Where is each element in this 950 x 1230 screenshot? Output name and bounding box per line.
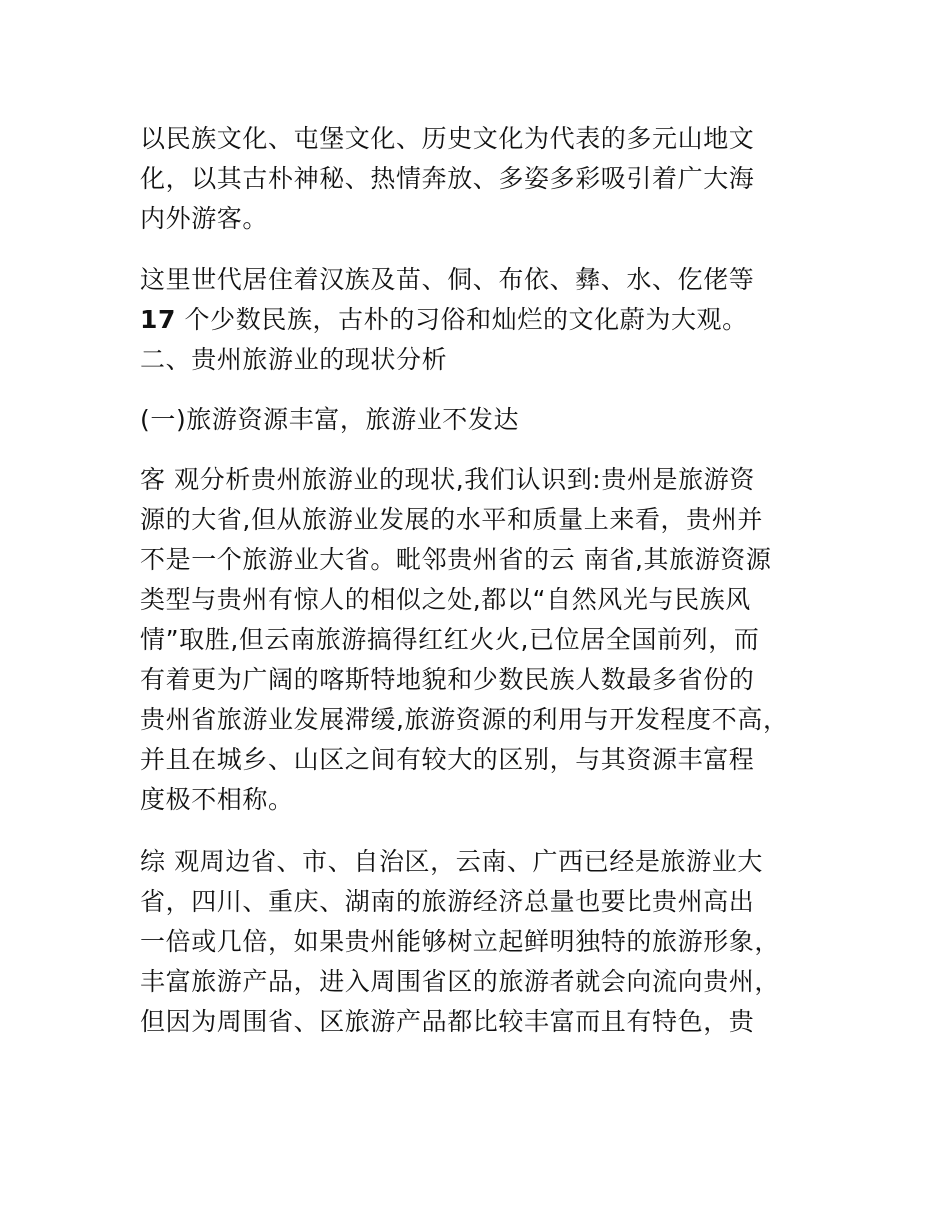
- paragraph-4-line-5: 情”取胜,但云南旅游搞得红红火火,已位居全国前列，而: [140, 625, 760, 654]
- paragraph-5-line-3: 一倍或几倍，如果贵州能够树立起鲜明独特的旅游形象，: [140, 927, 781, 956]
- paragraph-4-line-4: 类型与贵州有惊人的相似之处,都以“自然风光与民族风: [140, 585, 751, 614]
- paragraph-5-line-1: 综 观周边省、市、自治区，云南、广西已经是旅游业大: [140, 847, 763, 876]
- paragraph-4-line-6: 有着更为广阔的喀斯特地貌和少数民族人数最多省份的: [140, 665, 755, 694]
- section-heading: 二、贵州旅游业的现状分析: [140, 345, 448, 374]
- paragraph-1-line-3: 内外游客。: [140, 204, 269, 233]
- paragraph-4-line-3: 不是一个旅游业大省。毗邻贵州省的云 南省,其旅游资源: [140, 545, 772, 574]
- paragraph-5-line-4: 丰富旅游产品，进入周围省区的旅游者就会向流向贵州，: [140, 967, 781, 996]
- paragraph-5-line-5: 但因为周围省、区旅游产品都比较丰富而且有特色，贵: [140, 1007, 755, 1036]
- subsection-heading: (一)旅游资源丰富，旅游业不发达: [140, 405, 520, 434]
- paragraph-5-line-2: 省，四川、重庆、湖南的旅游经济总量也要比贵州高出: [140, 887, 755, 916]
- ethnic-group-count: 17: [140, 305, 176, 334]
- paragraph-2-line-2: [140, 303, 748, 337]
- paragraph-2-line-2-text: 个少数民族，古朴的习俗和灿烂的文化蔚为大观。: [176, 305, 748, 334]
- paragraph-4-line-9: 度极不相称。: [140, 785, 294, 814]
- paragraph-1-line-1: 以民族文化、屯堡文化、历史文化为代表的多元山地文: [140, 124, 755, 153]
- paragraph-4-line-8: 并且在城乡、山区之间有较大的区别，与其资源丰富程: [140, 745, 755, 774]
- paragraph-4-line-7: 贵州省旅游业发展滞缓,旅游资源的利用与开发程度不高，: [140, 705, 789, 734]
- paragraph-2-line-1: 这里世代居住着汉族及苗、侗、布依、彝、水、仡佬等: [140, 265, 755, 294]
- paragraph-4-line-1: 客 观分析贵州旅游业的现状,我们认识到:贵州是旅游资: [140, 465, 755, 494]
- paragraph-1-line-2: 化，以其古朴神秘、热情奔放、多姿多彩吸引着广大海: [140, 164, 755, 193]
- paragraph-4-line-2: 源的大省,但从旅游业发展的水平和质量上来看，贵州并: [140, 505, 763, 534]
